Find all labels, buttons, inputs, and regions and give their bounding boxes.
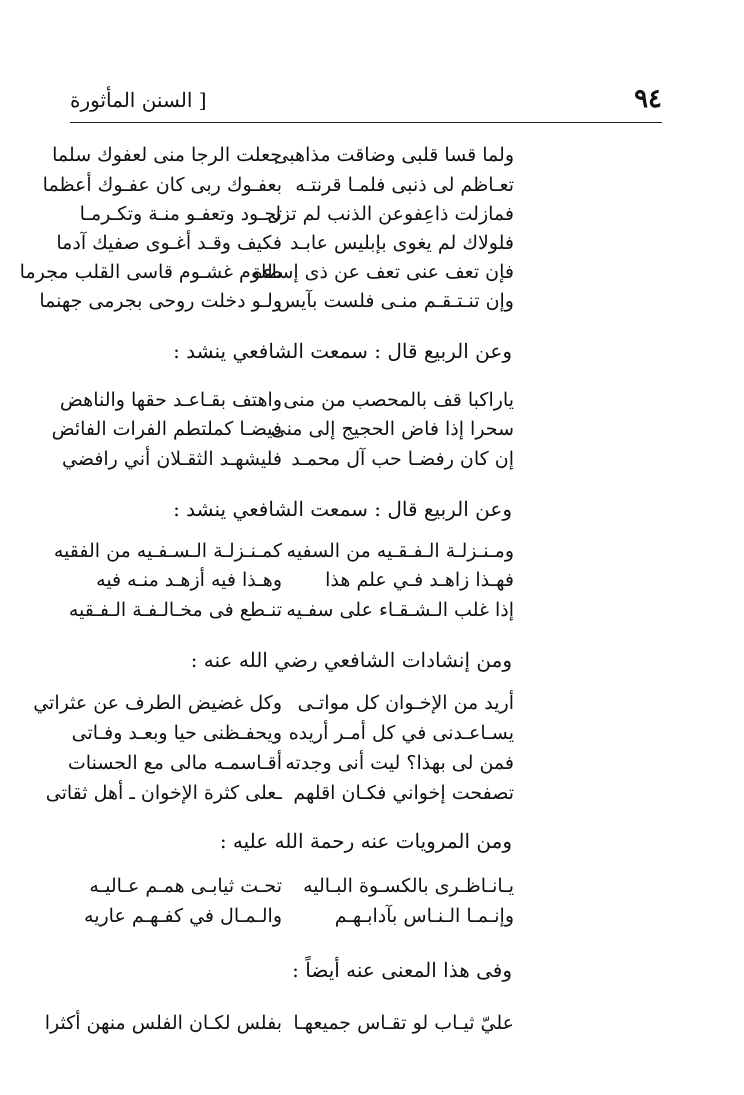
verse-first-hemistich: أريد من الإخـوان كل مواتـى bbox=[297, 692, 514, 714]
section-intro: وعن الربيع قال : سمعت الشافعي ينشد : bbox=[173, 497, 512, 521]
verse-first-hemistich: إذا غلب الـشـقـاء على سفـيه bbox=[286, 599, 514, 621]
verse-second-hemistich: تنـطع فى مخـالـفـة الـفـقيه bbox=[68, 599, 282, 621]
verse-second-hemistich: فكيف وقـد أغـوى صفيك آدما bbox=[56, 232, 282, 254]
verse-first-hemistich: وإن تنـتـقـم منـى فلست بآيس bbox=[276, 290, 514, 312]
section-intro: ومن إنشادات الشافعي رضي الله عنه : bbox=[190, 648, 512, 672]
verse-line bbox=[52, 140, 514, 170]
verse-second-hemistich: ولـو دخلت روحى بجرمى جهنما bbox=[39, 290, 282, 312]
verse-second-hemistich: ـعلى كثرة الإخوان ـ أهل ثقاتى bbox=[45, 782, 282, 804]
verse-line bbox=[74, 199, 514, 229]
verse-line bbox=[62, 444, 514, 474]
verse-second-hemistich: وكل غضيض الطرف عن عثراتي bbox=[33, 692, 282, 714]
verse-line bbox=[59, 385, 514, 415]
page-number: ٩٤ bbox=[634, 84, 662, 114]
verse-first-hemistich: يـانـاظـرى بالكسـوة البـاليه bbox=[303, 875, 514, 897]
verse-line bbox=[74, 901, 514, 931]
verse-line bbox=[39, 286, 514, 316]
verse-first-hemistich: وإنـمـا الـنـاس بآدابـهـم bbox=[334, 905, 514, 927]
verse-line bbox=[33, 688, 514, 718]
verse-second-hemistich: تحـت ثيابـى همـم عـاليـه bbox=[89, 875, 282, 897]
verse-first-hemistich: فمن لى بهذا؟ ليت أنى وجدته bbox=[285, 752, 514, 774]
section-intro: وفى هذا المعنى عنه أيضاً : bbox=[292, 958, 512, 982]
verse-first-hemistich: ومـنـزلـة الـفـقـيه من السفيه bbox=[286, 540, 514, 562]
verse-first-hemistich: ياراكبا قف بالمحصب من منى bbox=[283, 389, 514, 411]
header-divider bbox=[70, 122, 662, 123]
verse-line bbox=[51, 414, 514, 444]
section-intro: وعن الربيع قال : سمعت الشافعي ينشد : bbox=[173, 339, 512, 363]
verse-first-hemistich: إن كان رفضـا حب آل محمـد bbox=[291, 448, 514, 470]
verse-first-hemistich: تصفحت إخواني فكـان اقلهم bbox=[293, 782, 514, 804]
verse-second-hemistich: واهتف بقـاعـد حقها والناهض bbox=[59, 389, 282, 411]
verse-second-hemistich: والـمـال في كفـهـم عاريه bbox=[84, 905, 282, 927]
verse-line bbox=[19, 257, 514, 287]
verse-first-hemistich: فهـذا زاهـد فـي علم هذا bbox=[325, 569, 514, 591]
verse-line bbox=[68, 595, 514, 625]
verse-first-hemistich: عليّ ثيـاب لو تقـاس جميعهـا bbox=[293, 1012, 514, 1034]
verse-line bbox=[71, 718, 514, 748]
verse-first-hemistich: فلولاك لم يغوى بإبليس عابـد bbox=[290, 232, 514, 254]
verse-line bbox=[74, 871, 514, 901]
verse-line bbox=[56, 228, 514, 258]
verse-first-hemistich: يسـاعـدنى في كل أمـر أريده bbox=[288, 722, 514, 744]
verse-second-hemistich: فليشهـد الثقـلان أني رافضي bbox=[62, 448, 282, 470]
verse-second-hemistich: تجـود وتعفـو منـة وتكـرمـا bbox=[79, 203, 282, 225]
verse-first-hemistich: فإن تعف عنى تعف عن ذى إساءة bbox=[252, 261, 514, 283]
verse-second-hemistich: ويحفـظنى حيا وبعـد وفـاتى bbox=[71, 722, 282, 744]
section-intro: ومن المرويات عنه رحمة الله عليه : bbox=[219, 829, 512, 853]
verse-second-hemistich: كمـنـزلـة الـسـفـيه من الفقيه bbox=[53, 540, 282, 562]
running-title: [ السنن المأثورة bbox=[70, 88, 207, 112]
verse-second-hemistich: بفلس لكـان الفلس منهن أكثرا bbox=[44, 1012, 282, 1034]
verse-line bbox=[53, 536, 514, 566]
verse-first-hemistich: تعـاظم لى ذنبى فلمـا قرنتـه bbox=[295, 174, 514, 196]
verse-second-hemistich: وهـذا فيه أزهـد منـه فيه bbox=[96, 569, 282, 591]
verse-second-hemistich: فيضـا كملتطم الفرات الفائض bbox=[51, 418, 282, 440]
verse-second-hemistich: ظلوم غشـوم قاسى القلب مجرما bbox=[19, 261, 282, 283]
verse-first-hemistich: فمازلت ذاعِفوعن الذنب لم تزل bbox=[267, 203, 514, 225]
verse-second-hemistich: جعلت الرجا منى لعفوك سلما bbox=[52, 144, 282, 166]
verse-second-hemistich: بعفـوك ربى كان عفـوك أعظما bbox=[42, 174, 282, 196]
verse-line bbox=[67, 748, 514, 778]
verse-first-hemistich: سحرا إذا فاض الحجيج إلى منى bbox=[270, 418, 514, 440]
verse-line bbox=[44, 1008, 514, 1038]
verse-line bbox=[45, 778, 514, 808]
verse-second-hemistich: أقـاسمـه مالى مع الحسنات bbox=[67, 752, 282, 774]
verse-line bbox=[42, 170, 514, 200]
page-header bbox=[70, 82, 662, 120]
verse-line bbox=[74, 565, 514, 595]
verse-first-hemistich: ولما قسا قلبى وضاقت مذاهبى bbox=[273, 144, 514, 166]
